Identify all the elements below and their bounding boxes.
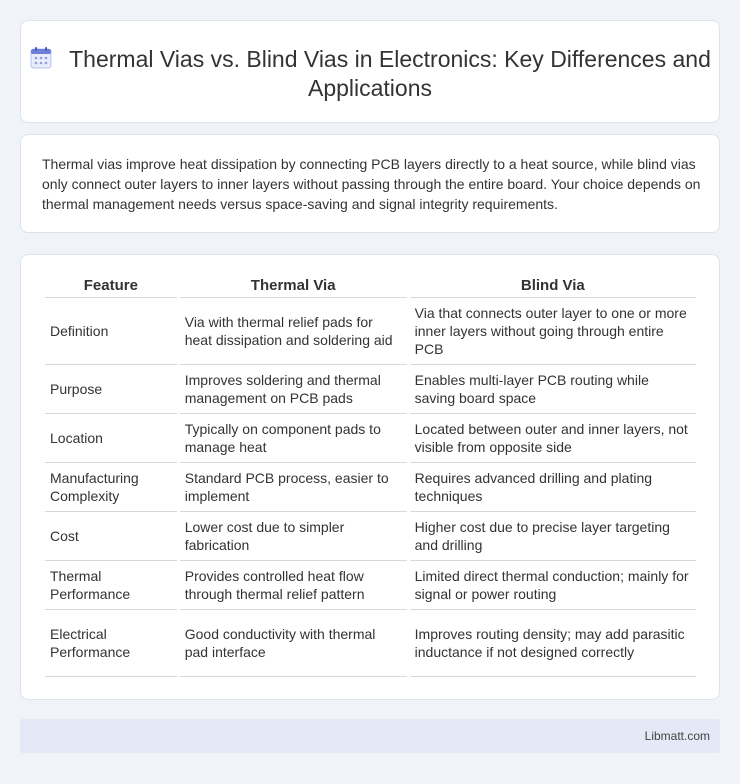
blind-via-cell: Requires advanced drilling and plating techniques (410, 463, 696, 512)
table-row (45, 561, 696, 610)
blind-via-cell: Via that connects outer layer to one or more inner layers without going through entire PCB (410, 298, 696, 365)
footer-bar (20, 719, 720, 753)
thermal-via-cell: Good conductivity with thermal pad interface (180, 610, 407, 677)
feature-cell: Purpose (45, 365, 177, 414)
thermal-via-cell: Provides controlled heat flow through thermal relief pattern (180, 561, 407, 610)
feature-cell: Location (45, 414, 177, 463)
header-blind-via: Blind Via (410, 274, 696, 298)
header-thermal-via: Thermal Via (180, 274, 407, 298)
table-row (45, 463, 696, 512)
blind-via-cell: Located between outer and inner layers, not visible from opposite side (410, 414, 696, 463)
header-feature: Feature (45, 274, 177, 298)
table-row (45, 414, 696, 463)
table-row (45, 610, 696, 677)
title-card (20, 20, 720, 123)
feature-cell: Cost (45, 512, 177, 561)
thermal-via-cell: Typically on component pads to manage heat (180, 414, 407, 463)
feature-cell: Definition (45, 298, 177, 365)
feature-cell: Manufacturing Complexity (45, 463, 177, 512)
page-title-text: Thermal Vias vs. Blind Vias in Electronics: Key Differences and Applications (69, 46, 711, 101)
table-header-row (45, 274, 696, 298)
table-row (45, 512, 696, 561)
thermal-via-cell: Improves soldering and thermal management on PCB pads (180, 365, 407, 414)
table-row (45, 298, 696, 365)
blind-via-cell: Enables multi-layer PCB routing while saving board space (410, 365, 696, 414)
page-title (21, 45, 719, 103)
table-row (45, 365, 696, 414)
blind-via-cell: Improves routing density; may add parasitic inductance if not designed correctly (410, 610, 696, 677)
thermal-via-cell: Lower cost due to simpler fabrication (180, 512, 407, 561)
comparison-card (20, 254, 720, 700)
thermal-via-cell: Via with thermal relief pads for heat dissipation and soldering aid (180, 298, 407, 365)
blind-via-cell: Limited direct thermal conduction; mainly for signal or power routing (410, 561, 696, 610)
feature-cell: Electrical Performance (45, 610, 177, 677)
footer-site-link[interactable]: Libmatt.com (644, 729, 710, 743)
thermal-via-cell: Standard PCB process, easier to implement (180, 463, 407, 512)
feature-cell: Thermal Performance (45, 561, 177, 610)
blind-via-cell: Higher cost due to precise layer targeting and drilling (410, 512, 696, 561)
calendar-icon (29, 46, 53, 70)
intro-paragraph: Thermal vias improve heat dissipation by connecting PCB layers directly to a heat source, while blind vias only connect outer layers to inner layers without passing through the entire board. Your choice depends on thermal management needs versus space-saving and signal integrity requirements. (42, 156, 701, 212)
comparison-table (42, 274, 699, 677)
intro-card (20, 134, 720, 233)
